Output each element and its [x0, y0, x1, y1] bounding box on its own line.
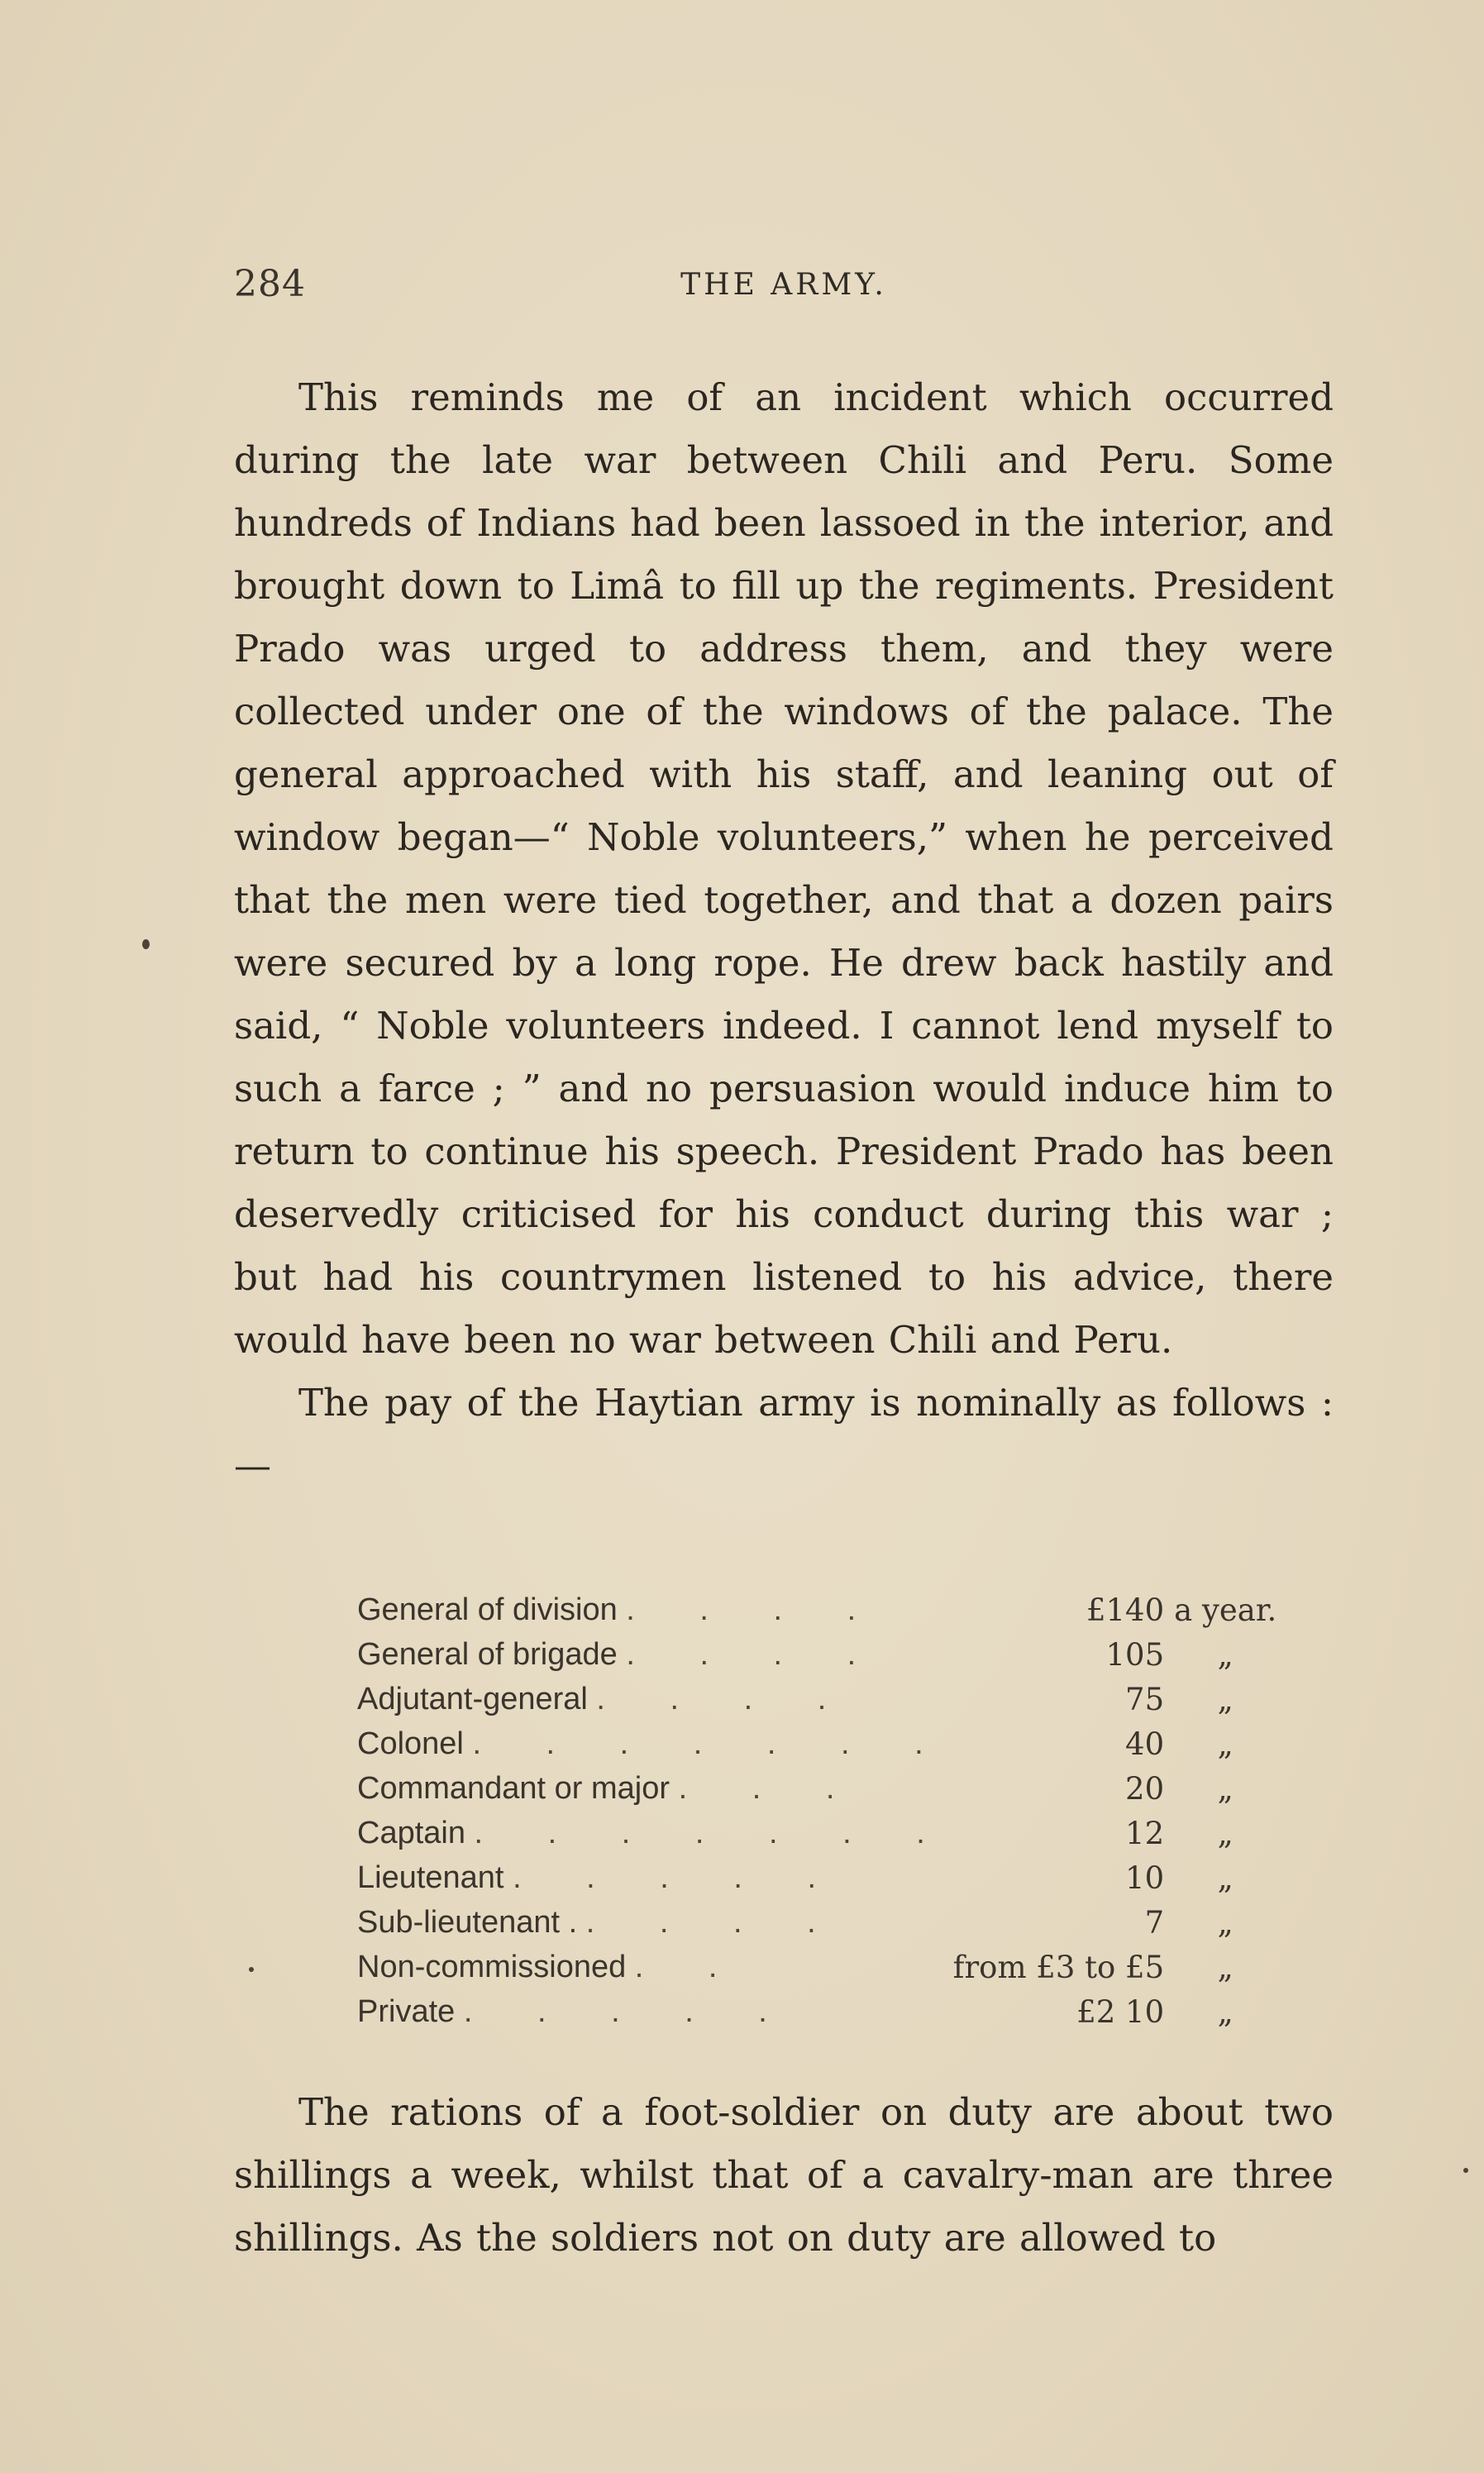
pay-row: [357, 1632, 1276, 1677]
pay-rank: Commandant or major: [357, 1770, 670, 1806]
pay-rank: General of division: [357, 1592, 618, 1627]
ink-speck: [142, 939, 150, 949]
pay-row: [357, 1855, 1276, 1900]
pay-rank: Captain: [357, 1815, 465, 1850]
page-header: [234, 263, 1334, 321]
ink-speck: [1463, 2168, 1468, 2173]
pay-rank: Non-commissioned: [357, 1949, 627, 1984]
pay-row: [357, 1677, 1276, 1721]
pay-unit: a year.: [1174, 1592, 1277, 1628]
pay-rank: Lieutenant: [357, 1860, 504, 1895]
leader-dots: . . . .: [626, 1636, 885, 1672]
leader-dots: . . . .: [596, 1681, 855, 1716]
pay-row: [357, 1811, 1276, 1855]
running-head: THE ARMY.: [680, 268, 887, 302]
pay-rank: Private: [357, 1993, 456, 2029]
pay-rank: Sub-lieutenant .: [357, 1904, 578, 1940]
pay-rank: General of brigade: [357, 1636, 618, 1672]
pay-amount: from £3 to £5: [952, 1949, 1165, 1985]
leader-dots: . . .: [678, 1770, 863, 1806]
pay-amount: 20: [1125, 1770, 1165, 1807]
paragraph-incident: [234, 366, 1334, 1372]
body-text-continued: [234, 2081, 1334, 2270]
pay-amount: 75: [1125, 1681, 1165, 1717]
leader-dots: . . . . .: [463, 1993, 795, 2029]
ink-speck: [249, 1967, 254, 1972]
paragraph-pay-intro-text: The pay of the Haytian army is nominally as follows :—: [234, 1381, 1334, 1487]
paragraph-incident-text: This reminds me of an incident which occurred during the late war between Chili and Peru. Some hundreds of Indians had been lassoed in the interior, and brought down to Limâ to fill up the regiments. President Prado was urged to address them, and they were collected under one of the windows of the palace. The general approached with his staff, and leaning out of window began—“ Noble volunteers,” when he perceived that the men were tied together, and that a dozen pairs were secured by a long rope. He drew back hastily and said, “ Noble volunteers indeed. I cannot lend myself to such a farce ; ” and no persuasion would induce him to return to continue his speech. President Prado has been deservedly criticised for his conduct during this war ; but had his countrymen listened to his advice, there would have been no war between Chili and Peru.: [234, 375, 1334, 1362]
pay-amount: 12: [1125, 1815, 1165, 1851]
pay-row: [357, 1721, 1276, 1766]
pay-unit: „: [1217, 1681, 1233, 1717]
pay-unit: „: [1217, 1993, 1233, 2030]
pay-amount: 7: [1144, 1904, 1165, 1941]
pay-unit: „: [1217, 1949, 1233, 1985]
pay-row: [357, 1766, 1276, 1811]
pay-unit: „: [1217, 1904, 1233, 1941]
leader-dots: . . . . .: [513, 1860, 845, 1895]
pay-rank: Colonel: [357, 1726, 464, 1761]
body-text: [234, 366, 1334, 1497]
pay-amount: 10: [1125, 1860, 1165, 1896]
leader-dots: . .: [634, 1949, 746, 1984]
pay-table: [357, 1587, 1276, 2034]
leader-dots: . . . . . . .: [474, 1815, 953, 1850]
pay-rank: Adjutant-general: [357, 1681, 588, 1716]
pay-unit: „: [1217, 1770, 1233, 1807]
pay-amount: 105: [1105, 1636, 1165, 1673]
paragraph-rations-text: The rations of a foot-soldier on duty are about two shillings a week, whilst that of a cavalry-man are three shillings. As the soldiers not on duty are allowed to: [234, 2090, 1334, 2260]
pay-unit: „: [1217, 1860, 1233, 1896]
pay-row: [357, 1989, 1276, 2034]
pay-row: [357, 1945, 1276, 1989]
pay-amount: £140: [1086, 1592, 1165, 1628]
pay-unit: „: [1217, 1815, 1233, 1851]
leader-dots: . . . .: [585, 1904, 844, 1940]
pay-row: [357, 1587, 1276, 1632]
pay-unit: „: [1217, 1636, 1233, 1673]
paragraph-pay-intro: [234, 1372, 1334, 1497]
leader-dots: . . . .: [626, 1592, 885, 1627]
pay-unit: „: [1217, 1726, 1233, 1762]
page-number: 284: [234, 263, 306, 305]
paragraph-rations: [234, 2081, 1334, 2270]
pay-amount: 40: [1125, 1726, 1165, 1762]
pay-amount: £2 10: [1076, 1993, 1165, 2030]
leader-dots: . . . . . . .: [472, 1726, 952, 1761]
pay-row: [357, 1900, 1276, 1945]
